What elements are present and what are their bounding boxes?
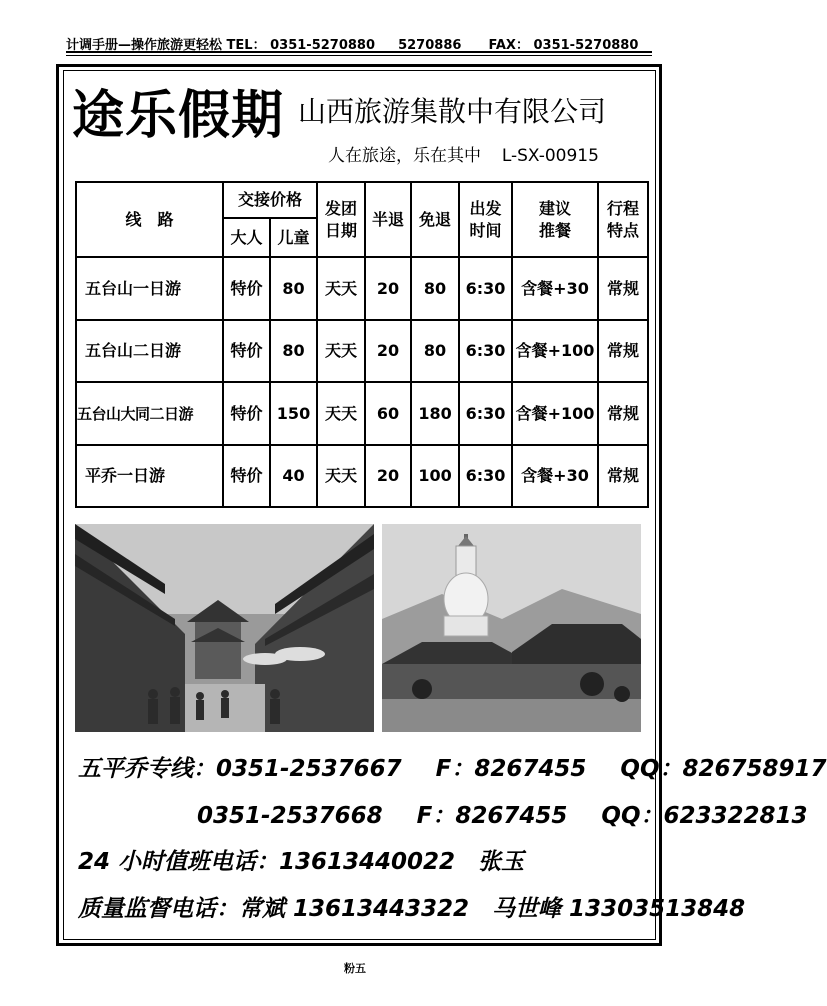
child-price: 150 bbox=[270, 382, 317, 445]
header-adult: 大人 bbox=[223, 218, 270, 257]
header-tel2: 5270886 bbox=[398, 38, 462, 53]
contact-line-1 bbox=[78, 754, 827, 784]
table-row bbox=[76, 445, 648, 507]
supervision-phone: 质量监督电话：常斌 13613443322 马世峰 13303513848 bbox=[78, 896, 746, 922]
line2-phone: 0351-2537668 bbox=[197, 803, 383, 829]
depart-time: 6:30 bbox=[459, 382, 512, 445]
page-number: 粉五 bbox=[344, 962, 366, 975]
line1-qq: QQ：826758917 bbox=[620, 756, 827, 782]
header-half-refund: 半退 bbox=[365, 182, 411, 257]
half-refund: 60 bbox=[365, 382, 411, 445]
photo-ancient-street bbox=[75, 524, 374, 732]
free-refund: 80 bbox=[411, 320, 459, 382]
meal-plan: 含餐+30 bbox=[512, 445, 598, 507]
free-refund: 100 bbox=[411, 445, 459, 507]
child-price: 40 bbox=[270, 445, 317, 507]
child-price: 80 bbox=[270, 257, 317, 320]
header-rule-thin bbox=[66, 55, 652, 56]
company-name: 山西旅游集散中有限公司 bbox=[298, 95, 607, 128]
brand-name: 途乐假期 bbox=[72, 85, 285, 146]
header-time bbox=[459, 182, 512, 257]
routes-table bbox=[75, 181, 649, 508]
line1-fax: F：8267455 bbox=[435, 756, 587, 782]
half-refund: 20 bbox=[365, 257, 411, 320]
header-depart-line1: 发团 bbox=[325, 198, 358, 218]
meal-plan: 含餐+100 bbox=[512, 382, 598, 445]
line1-phone: 0351-2537667 bbox=[216, 756, 402, 782]
route-name: 五台山一日游 bbox=[76, 257, 223, 320]
table-row bbox=[76, 257, 648, 320]
license-number: L-SX-00915 bbox=[501, 146, 599, 166]
header-time-line2: 时间 bbox=[469, 220, 502, 240]
line-label: 五平乔专线： bbox=[78, 756, 216, 782]
trip-feature: 常规 bbox=[598, 257, 648, 320]
header-meal bbox=[512, 182, 598, 257]
adult-price: 特价 bbox=[223, 445, 270, 507]
header-feature-line2: 特点 bbox=[607, 220, 640, 240]
trip-feature: 常规 bbox=[598, 320, 648, 382]
header-feature bbox=[598, 182, 648, 257]
trip-feature: 常规 bbox=[598, 382, 648, 445]
free-refund: 180 bbox=[411, 382, 459, 445]
slogan-line bbox=[328, 145, 599, 167]
depart-time: 6:30 bbox=[459, 257, 512, 320]
photo-white-pagoda bbox=[382, 524, 641, 732]
header-route: 线 路 bbox=[76, 182, 223, 257]
depart-date: 天天 bbox=[317, 320, 365, 382]
header-depart-line2: 日期 bbox=[325, 220, 358, 240]
line2-fax: F：8267455 bbox=[416, 803, 568, 829]
slogan: 人在旅途，乐在其中 bbox=[328, 146, 481, 166]
depart-date: 天天 bbox=[317, 382, 365, 445]
depart-date: 天天 bbox=[317, 257, 365, 320]
top-header bbox=[66, 34, 650, 52]
header-tel1: 0351-5270880 bbox=[270, 38, 376, 53]
half-refund: 20 bbox=[365, 320, 411, 382]
depart-date: 天天 bbox=[317, 445, 365, 507]
duty-phone: 24 小时值班电话：13613440022 张玉 bbox=[78, 849, 525, 875]
header-rule-thick bbox=[66, 51, 652, 53]
trip-feature: 常规 bbox=[598, 445, 648, 507]
line2-qq: QQ：623322813 bbox=[601, 803, 808, 829]
header-meal-line1: 建议 bbox=[539, 198, 572, 218]
header-child: 儿童 bbox=[270, 218, 317, 257]
meal-plan: 含餐+100 bbox=[512, 320, 598, 382]
meal-plan: 含餐+30 bbox=[512, 257, 598, 320]
route-name: 五台山大同二日游 bbox=[76, 382, 223, 445]
child-price: 80 bbox=[270, 320, 317, 382]
header-depart bbox=[317, 182, 365, 257]
route-name: 五台山二日游 bbox=[76, 320, 223, 382]
route-name: 平乔一日游 bbox=[76, 445, 223, 507]
header-tagline: 计调手册—操作旅游更轻松 bbox=[66, 38, 223, 53]
free-refund: 80 bbox=[411, 257, 459, 320]
depart-time: 6:30 bbox=[459, 445, 512, 507]
header-feature-line1: 行程 bbox=[607, 198, 640, 218]
adult-price: 特价 bbox=[223, 320, 270, 382]
adult-price: 特价 bbox=[223, 257, 270, 320]
contact-line-2 bbox=[197, 801, 808, 831]
header-tel-label: TEL： bbox=[226, 38, 266, 53]
table-row bbox=[76, 320, 648, 382]
header-free-refund: 免退 bbox=[411, 182, 459, 257]
header-meal-line2: 推餐 bbox=[539, 220, 572, 240]
depart-time: 6:30 bbox=[459, 320, 512, 382]
header-fax-label: FAX： bbox=[488, 38, 529, 53]
header-fax: 0351-5270880 bbox=[533, 38, 639, 53]
table-row bbox=[76, 382, 648, 445]
header-price-group: 交接价格 bbox=[223, 182, 317, 218]
half-refund: 20 bbox=[365, 445, 411, 507]
header-time-line1: 出发 bbox=[469, 198, 502, 218]
adult-price: 特价 bbox=[223, 382, 270, 445]
